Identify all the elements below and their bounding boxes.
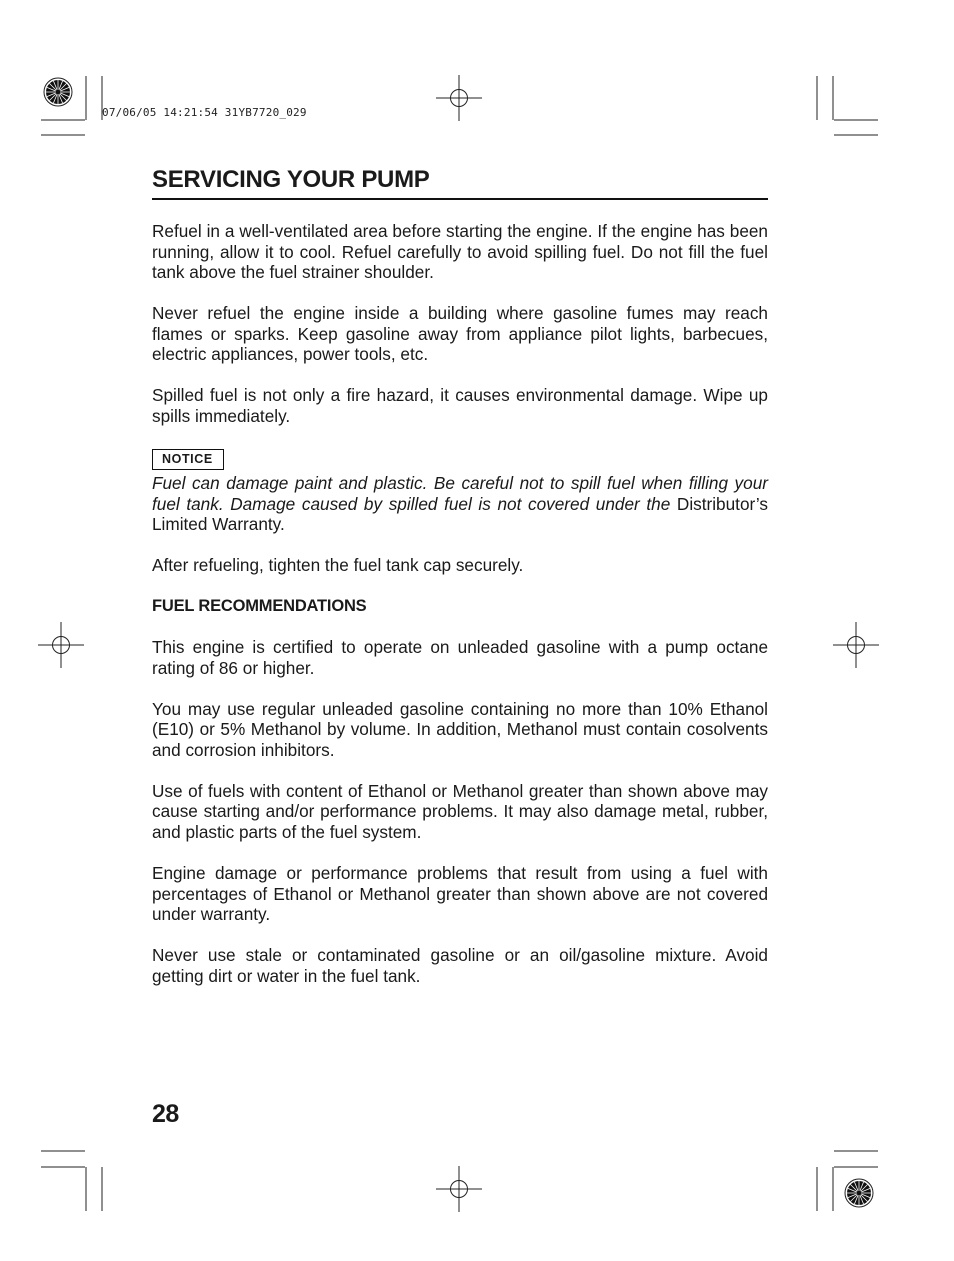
notice-text	[152, 473, 768, 535]
page-number: 28	[152, 1100, 179, 1128]
fuel-paragraph-1: This engine is certified to operate on unleaded gasoline with a pump octane rating of 86 or higher.	[152, 637, 768, 678]
registration-starburst-bottom-right	[845, 1179, 873, 1207]
registration-crosshair-top	[436, 75, 482, 121]
registration-crosshair-right	[833, 622, 879, 668]
notice-italic-text: Fuel can damage paint and plastic. Be careful not to spill fuel when filling your fuel tank. Damage caused by spilled fuel is not covered under the	[152, 472, 768, 514]
notice-badge: NOTICE	[152, 449, 224, 470]
fuel-paragraph-3: Use of fuels with content of Ethanol or Methanol greater than shown above may cause starting and/or performance problems. It may also damage metal, rubber, and plastic parts of the fuel system.	[152, 780, 768, 842]
fuel-paragraph-5: Never use stale or contaminated gasoline or an oil/gasoline mixture. Avoid getting dirt or water in the fuel tank.	[152, 945, 768, 986]
refuel-paragraph-3: Spilled fuel is not only a fire hazard, it causes environmental damage. Wipe up spills immediately.	[152, 385, 768, 426]
section-title: SERVICING YOUR PUMP	[152, 164, 768, 200]
after-refuel-paragraph: After refueling, tighten the fuel tank cap securely.	[152, 555, 524, 576]
print-timestamp: 07/06/05 14:21:54 31YB7720_029	[102, 106, 307, 119]
registration-crosshair-left	[38, 622, 84, 668]
refuel-paragraph-2: Never refuel the engine inside a building where gasoline fumes may reach flames or sparks. Keep gasoline away from appliance pilot lights, barbecues, electric appliances, power tools, etc.	[152, 303, 768, 365]
manual-body	[152, 221, 768, 1007]
crop-marks-top-right	[817, 76, 878, 135]
crop-marks-bottom-left	[41, 1151, 102, 1211]
registration-crosshair-bottom	[436, 1166, 482, 1212]
crop-marks-bottom-right	[817, 1151, 878, 1211]
subsection-title: FUEL RECOMMENDATIONS	[152, 597, 367, 616]
registration-starburst-top-left	[44, 78, 72, 106]
notice-warranty-text: Distributor’s Limited Warranty.	[152, 493, 768, 535]
fuel-paragraph-2: You may use regular unleaded gasoline containing no more than 10% Ethanol (E10) or 5% Methanol by volume. In addition, Methanol must contain cosolvents and corrosion inhibitors.	[152, 698, 768, 760]
fuel-paragraph-4: Engine damage or performance problems that result from using a fuel with percentages of Ethanol or Methanol greater than shown above are not covered under warranty.	[152, 862, 768, 925]
refuel-paragraph-1: Refuel in a well-ventilated area before starting the engine. If the engine has been running, allow it to cool. Refuel carefully to avoid spilling fuel. Do not fill the fuel tank above the fuel strainer shoulder.	[152, 221, 768, 283]
